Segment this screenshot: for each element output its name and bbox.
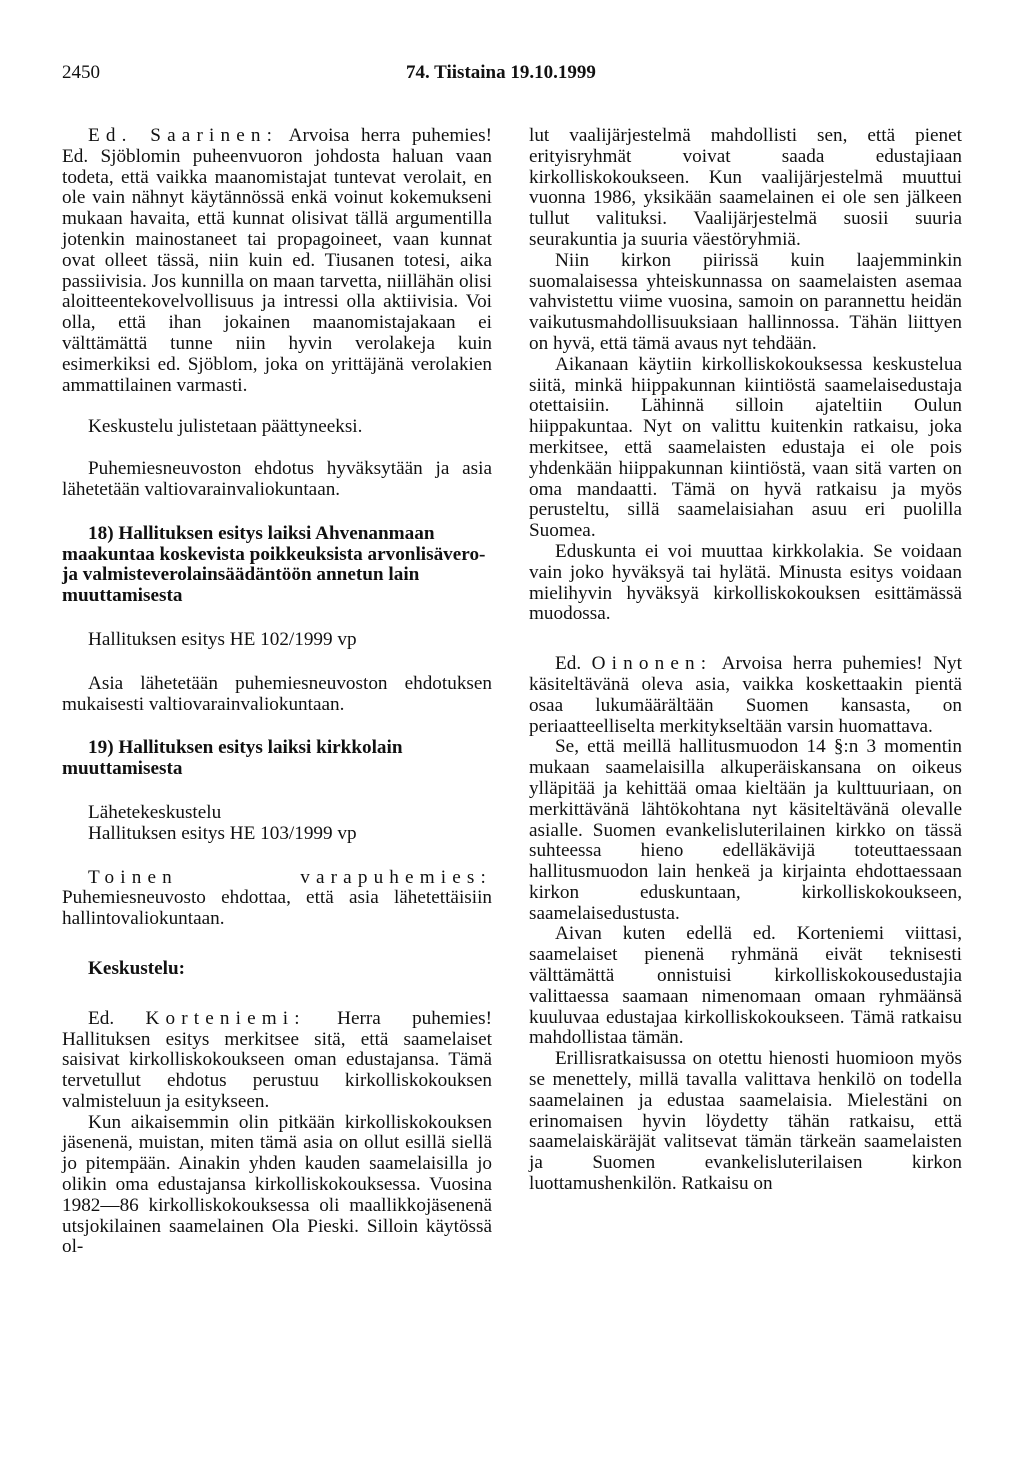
decision-text: Puhemiesneuvoston ehdotus hyväksytään ja asia lähetetään valtiovarainvaliokuntaan. xyxy=(62,458,492,500)
agenda-item-19-heading: 19) Hallituksen esitys laiksi kirkkolain muuttamisesta xyxy=(62,737,403,780)
speech-text: Herra puhemies! Hallituksen esitys merkitsee sitä, että saamelaiset saisivat kirkolliskokoukseen oman edustajansa. Tämä tervetullut ehdotus perustuu kirkolliskokouksen valmisteluun ja esitykseen. xyxy=(62,1007,493,1112)
speech-text: Puhemiesneuvosto ehdottaa, että asia lähetettäisiin hallintovaliokuntaan. xyxy=(62,887,492,930)
discussion-closed: Keskustelu julistetaan päättyneeksi. xyxy=(88,416,363,438)
page-header xyxy=(62,62,962,88)
speech-deputy-speaker xyxy=(62,868,492,930)
speech-oinonen xyxy=(529,654,962,737)
right-column xyxy=(529,126,962,1195)
discussion-heading: Keskustelu: xyxy=(88,957,186,979)
speech-paragraph: Eduskunta ei voi muuttaa kirkkolakia. Se voidaan vain joko hyväksyä tai hylätä. Minusta esitys voidaan mielihyvin hyväksyä kirkolliskokouksen esittämässä muodossa. xyxy=(529,540,962,625)
speech-paragraph: Niin kirkon piirissä kuin laajemminkin suomalaisessa yhteiskunnassa on saamelaisten asemaa vahvistettu viime vuosina, samoin on parannettu heidän vaikutusmahdollisuuksiaan hallinnossa. Tähän liittyen on hyvä, että tämä avaus nyt tehdään. xyxy=(529,249,962,354)
decision-text: Asia lähetetään puhemiesneuvoston ehdotuksen mukaisesti valtiovarainvaliokuntaan. xyxy=(62,672,492,715)
speech-paragraph: lut vaalijärjestelmä mahdollisti sen, että pienet erityisryhmät voivat saada edustajiaan kirkolliskokoukseen. Kun vaalijärjestelmä muuttui vuonna 1986, yksikään saamelainen ei ole sen jälkeen tullut valituksi. Vaalijärjestelmä suosii suuria seurakuntia ja suuria väestöryhmiä. xyxy=(529,125,962,250)
speech-paragraph: Aivan kuten edellä ed. Korteniemi viittasi, saamelaiset pienenä ryhmänä eivät teknisesti välttämättä onnistuisi kirkolliskokousedustajia valittaessa saamaan nimenomaan omaan ryhmäänsä kuuluvaa edustajaa kirkolliskokoukseen. Tämä ratkaisu mahdollistaa tämän. xyxy=(529,923,962,1049)
agenda-item-18-heading: 18) Hallituksen esitys laiksi Ahvenanmaan maakuntaa koskevista poikkeuksista arvonlisävero- ja valmisteverolainsäädäntöön annetun lain muuttamisesta xyxy=(62,522,486,607)
speaker-name: Ed. Saarinen: xyxy=(88,125,279,146)
speech-saarinen xyxy=(62,126,492,396)
referral-debate-label: Lähetekeskustelu xyxy=(88,801,222,823)
speech-paragraph: Erillisratkaisussa on otettu hienosti huomioon myös se menettely, millä tavalla valittava henkilö on todella saamelainen ja edustaa saamelaisia. Mielestäni on erinomaisen hyvin löydetty tähän ratkaisu, että saamelaiskäräjät valitsevat tämän tärkeän saamelaisten ja Suomen evankelisluterilaisen kirkon luottamushenkilön. Ratkaisu on xyxy=(529,1048,962,1195)
government-proposal-ref: Hallituksen esitys HE 103/1999 vp xyxy=(88,822,357,844)
speaker-name: Toinen varapuhemies: xyxy=(88,866,492,888)
government-proposal-ref: Hallituksen esitys HE 102/1999 vp xyxy=(88,628,357,650)
speech-paragraph: Kun aikaisemmin olin pitkään kirkolliskokouksen jäsenenä, muistan, miten tämä asia on ollut esillä siellä jo pitempään. Ainakin yhden kauden saamelaisilla jo olikin oma edustajansa kirkolliskokouksessa. Vuosina 1982—86 kirkolliskokouksessa oli maallikkojäsenenä utsjokilainen saamelainen Ola Pieski. Silloin käytössä ol- xyxy=(62,1111,492,1258)
running-title: 74. Tiistaina 19.10.1999 xyxy=(406,62,596,83)
speaker-prefix: Ed. xyxy=(555,653,582,675)
speech-text: Arvoisa herra puhemies! Nyt käsiteltävänä oleva asia, vaikka koskettaakin pientä osaa lukumäärältään Suomen kansasta, on periaatteelliselta merkitykseltään varsin huomattava. xyxy=(529,653,962,737)
left-column xyxy=(62,126,492,1258)
speaker-prefix: Ed. xyxy=(88,1007,115,1029)
page-number: 2450 xyxy=(62,62,100,83)
speaker-name: Korteniemi: xyxy=(145,1007,306,1029)
speech-text: Arvoisa herra puhemies! Ed. Sjöblomin puheenvuoron johdosta haluan vaan todeta, että vaikka maanomistajat tuntevat verolait, en ole vain nähnyt käytännössä enkä voinut kokemukseni mukaan havaita, että kunnat olisivat tällä argumentilla jotenkin mainostaneet tai propagoineet, vaan kunnat ovat olleet tässä, niin kuin ed. Tiusanen totesi, aika passiivisia. Jos kunnilla on maan tarvetta, niillähän olisi aloitteentekovelvollisuus ja intressi olla aktiivisia. Voi olla, että ihan jokainen maanomistajakaan ei välttämättä tunne niin hyvin verolakeja kuin esimerkiksi ed. Sjöblom, joka on yrittäjänä verolakien ammattilainen varmasti. xyxy=(62,125,492,396)
speech-paragraph: Se, että meillä hallitusmuodon 14 §:n 3 momentin mukaan saamelaisilla alkuperäiskansana on oikeus ylläpitää ja kehittää omaa kieltään ja kulttuuriaan, on merkittävänä lähtökohtana nyt käsiteltävänä olevalle asialle. Suomen evankelisluterilainen kirkko on tässä suhteessa hieno edelläkävijä toteuttaessaan hallitusmuodon lain henkeä ja kirjainta ehdottaessaan kirkon eduskuntaan, kirkolliskokoukseen, saamelaisedustusta. xyxy=(529,736,962,924)
speech-korteniemi xyxy=(62,1009,492,1113)
speaker-name: Oinonen: xyxy=(591,653,713,675)
speech-paragraph: Aikanaan käytiin kirkolliskokouksessa keskustelua siitä, minkä hiippakunnan kiintiöstä saamelaisedustaja otettaisiin. Lähinnä silloin ajateltiin Oulun hiippakuntaa. Nyt on valittu kuitenkin ratkaisu, joka merkitsee, että saamelaisten edustaja ei ole pois yhdenkään hiippakunnan kiintiöstä, vaan sitä varten on oma mandaatti. Tämä on hyvä ratkaisu ja myös perusteltu, sillä saamelaisiahan asuu eri puolilla Suomea. xyxy=(529,353,962,542)
